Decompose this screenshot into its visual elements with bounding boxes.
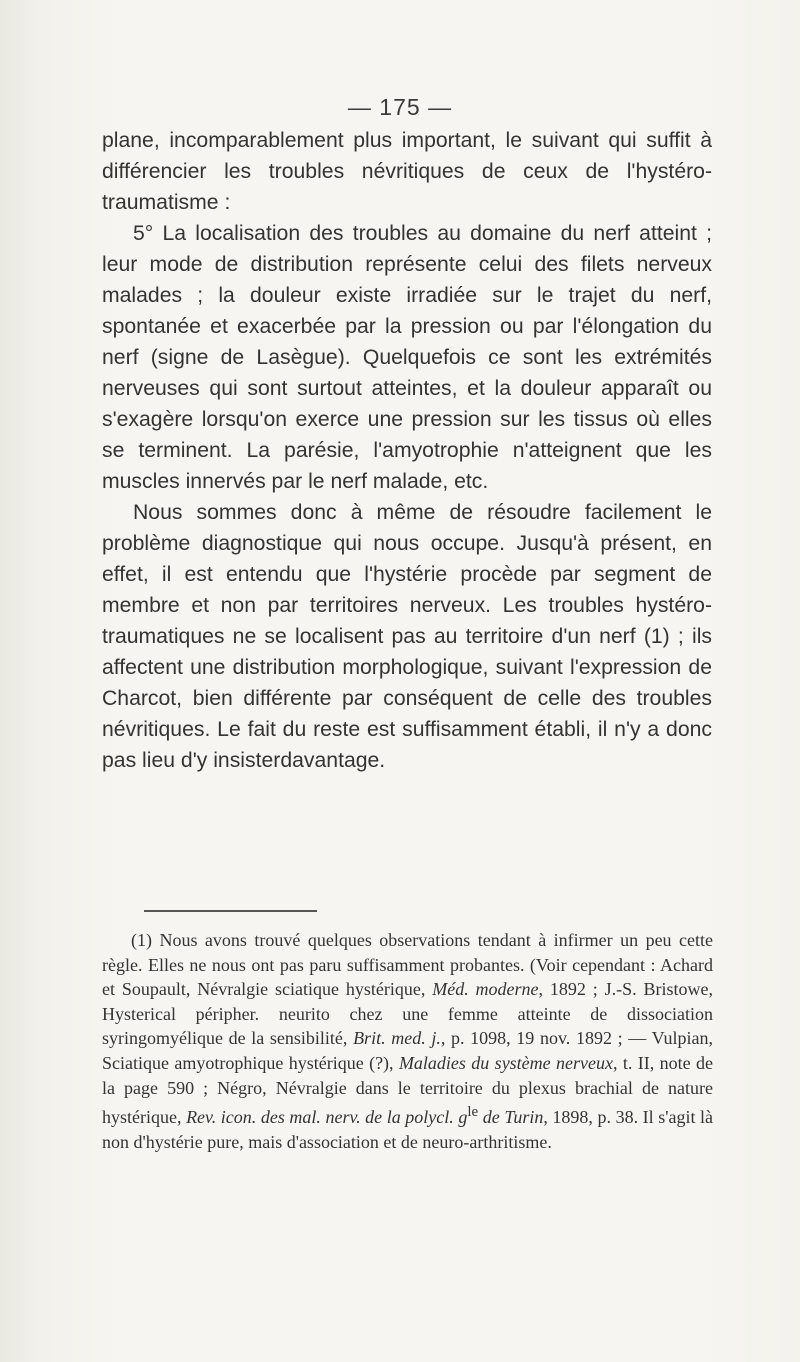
page-number: — 175 —: [347, 94, 453, 120]
footnote-part-2: , 1892 ; J.-S. Bristowe, Hysterical péripher. neurito chez une femme atteinte de dissociation syringomyélique de la sensibilité,: [102, 979, 713, 1049]
footnote-citation-maladies: Maladies du système nerveux: [398, 1052, 614, 1073]
footnote-separator: [144, 910, 317, 912]
footnote-part-4: , t. II, note de la page 590 ; Négro, Névralgie dans le territoire du plexus brachial de nature hystérique,: [102, 1052, 714, 1128]
paragraph-conclusion: Nous sommes donc à même de résoudre facilement le problème diagnostique qui nous occupe. Jusqu'à présent, en effet, il est entendu que l'hystérie procède par segment de membre et non par territoires nerveux. Les troubles hystéro-traumatiques ne se localisent pas au territoire d'un nerf (1) ; ils affectent une distribution morphologique, suivant l'expression de Charcot, bien différente par conséquent de celle des troubles névritiques. Le fait du reste est suffisamment établi, il n'y a donc pas lieu d'y insisterdavantage.: [102, 501, 712, 772]
footnote-part-5: , 1898, p. 38. Il s'agit là non d'hystérie pure, mais d'association et de neuro-arthritisme.: [102, 1107, 714, 1152]
footnote: [102, 928, 713, 1154]
footnote-text: [102, 928, 713, 1154]
footnote-part-1: (1) Nous avons trouvé quelques observations tendant à infirmer un peu cette règle. Elles ne nous ont pas paru suffisamment probantes. (Voir cependant : Achard et Soupault, Névralgie sciatique hystérique,: [102, 930, 713, 1000]
footnote-part-3: , p. 1098, 19 nov. 1892 ; — Vulpian, Sciatique amyotrophique hystérique (?),: [102, 1028, 713, 1073]
paragraph-continuation: plane, incomparablement plus important, le suivant qui suffit à différencier les troubles névritiques de ceux de l'hystéro-traumatisme :: [102, 129, 712, 214]
paragraph-localisation: 5° La localisation des troubles au domaine du nerf atteint ; leur mode de distribution représente celui des filets nerveux malades ; la douleur existe irradiée sur le trajet du nerf, spontanée et exacerbée par la pression ou par l'élongation du nerf (signe de Lasègue). Quelquefois ce sont les extrémités nerveuses qui sont surtout atteintes, et la douleur apparaît ou s'exagère lorsqu'on exerce une pression sur les tissus où elles se terminent. La parésie, l'amyotrophie n'atteignent que les muscles innervés par le nerf malade, etc.: [102, 222, 712, 493]
footnote-citation-rev-icon: Rev. icon. des mal. nerv. de la polycl. g: [186, 1107, 468, 1128]
footnote-citation-turin: de Turin: [478, 1107, 544, 1128]
footnote-citation-med-moderne: Méd. moderne: [432, 979, 539, 1000]
footnote-citation-brit-med: Brit. med. j.: [353, 1028, 441, 1049]
footnote-superscript: le: [467, 1104, 479, 1121]
main-text: [102, 125, 712, 776]
